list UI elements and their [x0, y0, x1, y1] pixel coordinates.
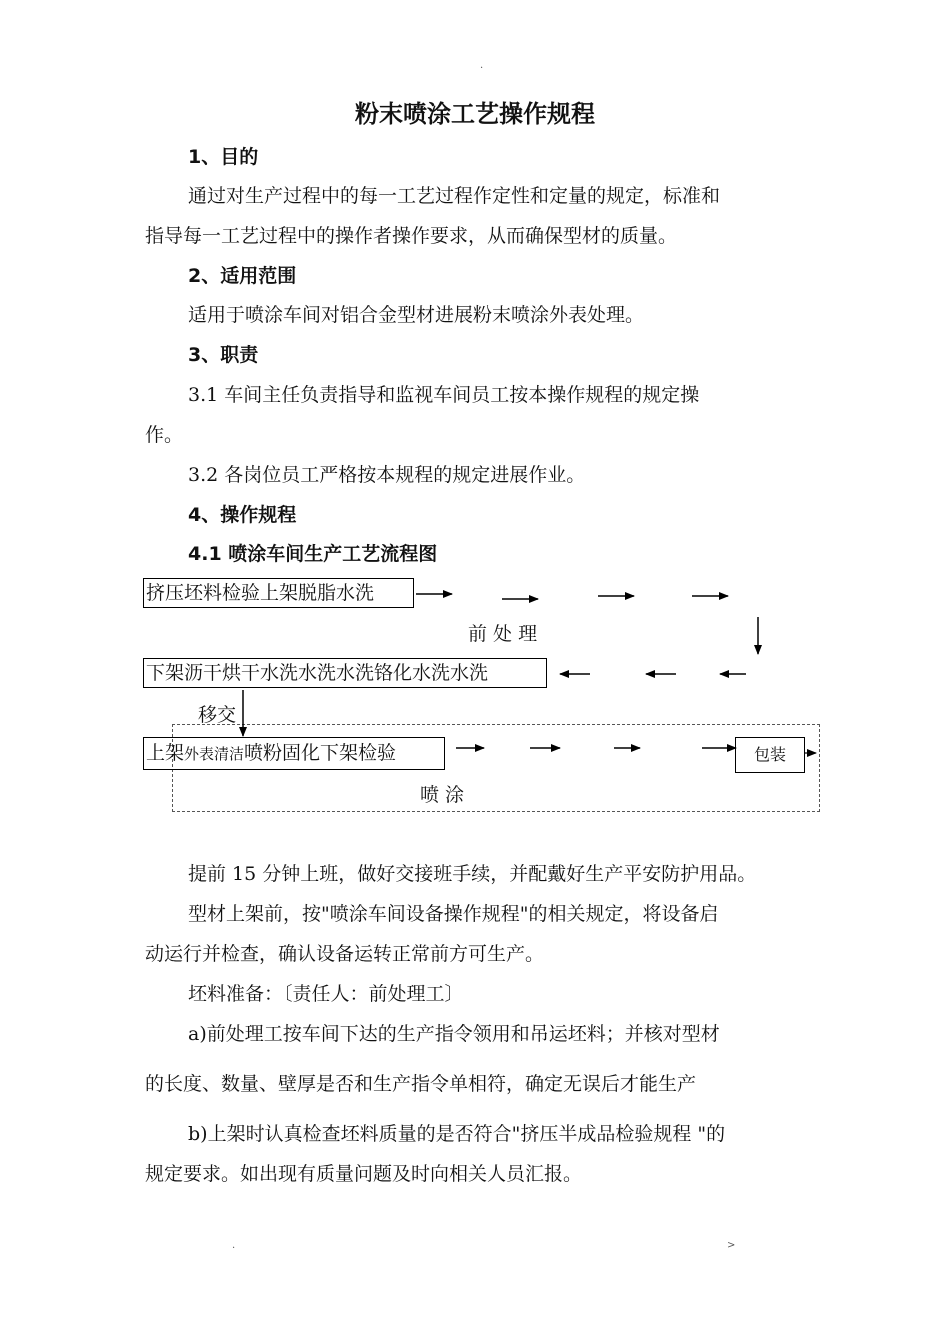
- page-title: 粉末喷涂工艺操作规程: [355, 100, 595, 128]
- flow-box-pretreatment-end: 下架沥干烘干水洗水洗水洗铬化水洗水洗: [143, 658, 547, 688]
- section-2-heading: 2、适用范围: [188, 265, 297, 287]
- section-3-heading: 3、职责: [188, 344, 259, 366]
- paragraph-3: 坯料准备：〔责任人：前处理工〕: [188, 983, 464, 1005]
- section-4-1-heading: 4.1 喷涂车间生产工艺流程图: [188, 543, 438, 565]
- header-dot: .: [480, 60, 484, 71]
- flow-box-spray-suffix: 喷粉固化下架检验: [244, 742, 397, 764]
- section-1-text-line2: 指导每一工艺过程中的操作者操作要求，从而确保型材的质量。: [145, 225, 678, 247]
- paragraph-2-line1: 型材上架前，按"喷涂车间设备操作规程"的相关规定，将设备启: [188, 903, 719, 925]
- section-3-2: 3.2 各岗位员工严格按本规程的规定进展作业。: [188, 464, 586, 486]
- transfer-label: 移交: [198, 704, 237, 726]
- pre-treatment-label: 前 处 理: [468, 623, 538, 645]
- paragraph-5-line2: 规定要求。如出现有质量问题及时向相关人员汇报。: [145, 1163, 583, 1185]
- footer-right-mark: >: [727, 1240, 736, 1251]
- flow-box-spray-small: 外表清洁: [184, 745, 245, 763]
- flow-box-spray-prefix: 上架: [146, 742, 185, 764]
- package-box: 包装: [735, 737, 805, 773]
- section-1-text-line1: 通过对生产过程中的每一工艺过程作定性和定量的规定，标准和: [188, 185, 721, 207]
- section-3-1-line2: 作。: [145, 424, 184, 446]
- section-3-1-line1: 3.1 车间主任负责指导和监视车间员工按本操作规程的规定操: [188, 384, 700, 406]
- paragraph-4-line1: a)前处理工按车间下达的生产指令领用和吊运坯料；并核对型材: [188, 1023, 720, 1045]
- section-1-heading: 1、目的: [188, 146, 259, 168]
- paragraph-2-line2: 动运行并检查，确认设备运转正常前方可生产。: [145, 943, 545, 965]
- section-2-text: 适用于喷涂车间对铝合金型材进展粉末喷涂外表处理。: [188, 304, 645, 326]
- flow-box-pretreatment-start: 挤压坯料检验上架脱脂水洗: [143, 578, 414, 608]
- spray-label: 喷 涂: [420, 784, 465, 806]
- paragraph-5-line1: b)上架时认真检查坯料质量的是否符合"挤压半成品检验规程 "的: [188, 1123, 726, 1145]
- paragraph-1: 提前 15 分钟上班，做好交接班手续，并配戴好生产平安防护用品。: [188, 863, 757, 885]
- paragraph-4-line2: 的长度、数量、壁厚是否和生产指令单相符，确定无误后才能生产: [145, 1073, 697, 1095]
- footer-left-dot: .: [232, 1240, 236, 1251]
- section-4-heading: 4、操作规程: [188, 504, 297, 526]
